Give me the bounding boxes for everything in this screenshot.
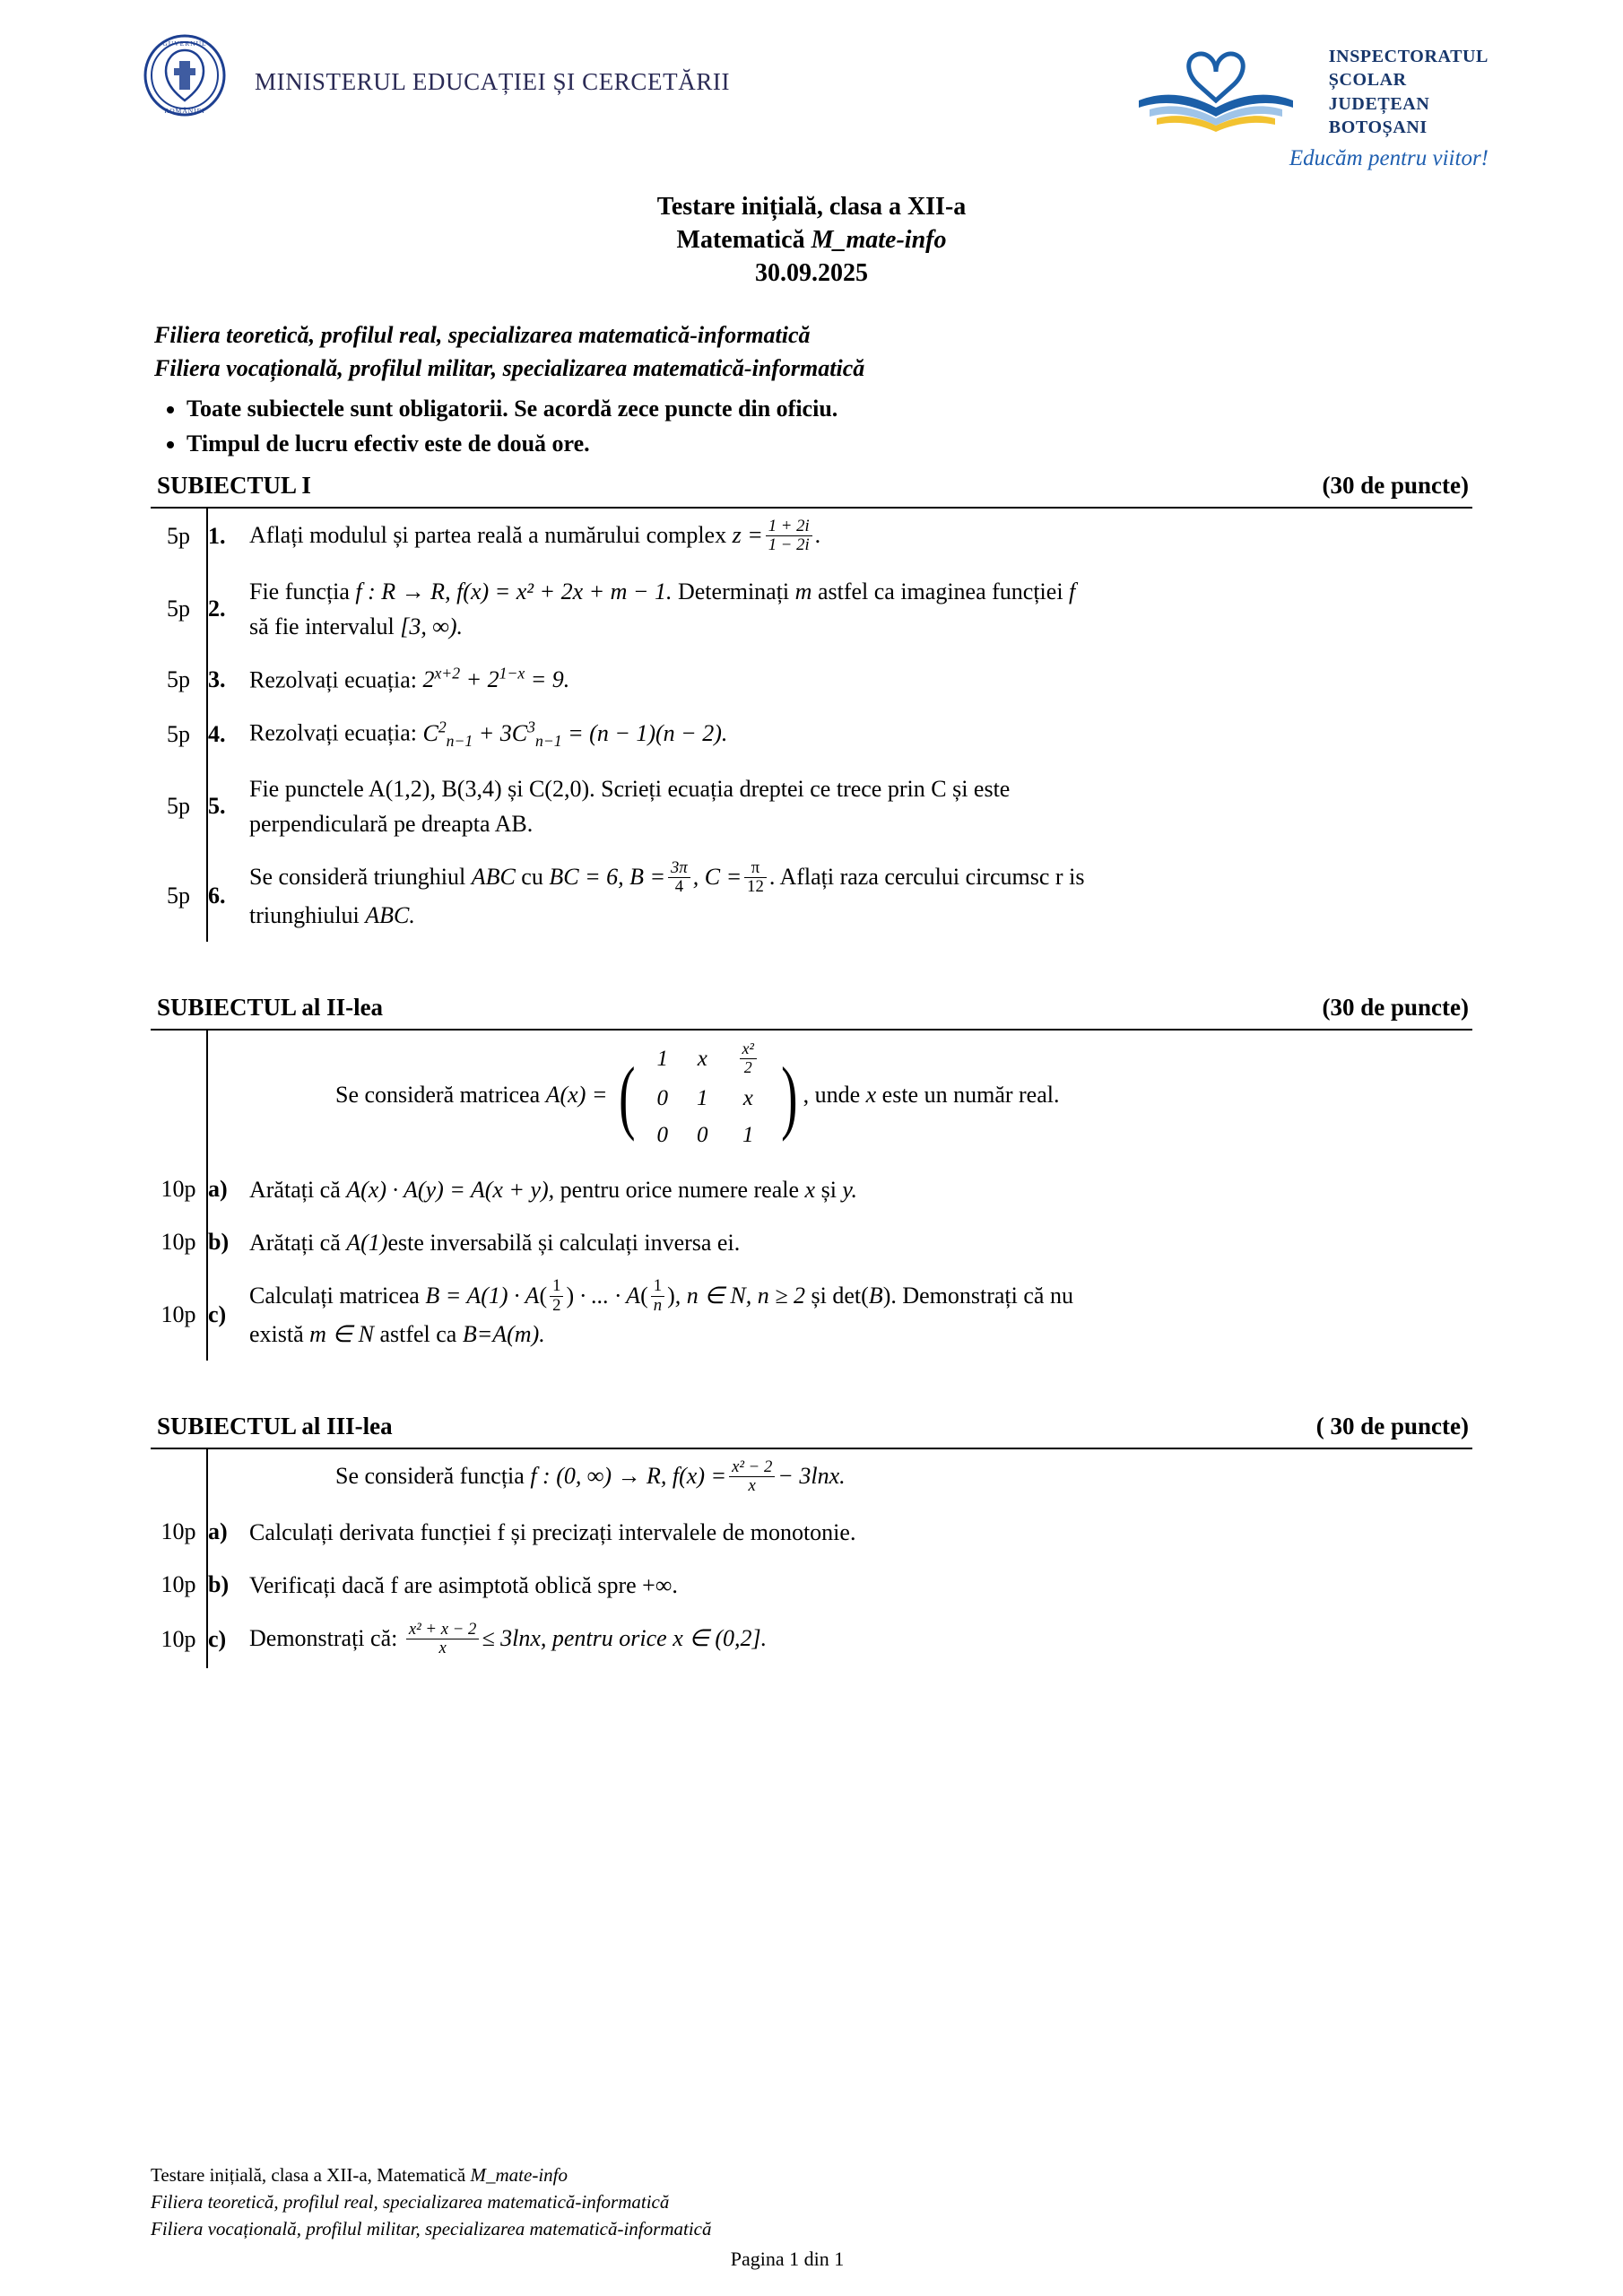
stem-lead: Se consideră matricea [335,1081,546,1108]
left-paren: ( [619,1049,636,1142]
fraction-numerator: x² − 2 [732,1457,773,1476]
item-b-tail: este inversabilă și calculați inversa ei. [387,1229,741,1256]
instruction-item: • Toate subiectele sunt obligatorii. Se acordă zece puncte din oficiu. [187,391,1623,426]
subject-1-heading [157,472,1469,500]
fraction-denominator: 4 [668,877,690,897]
problem-points: 10p [161,1176,196,1203]
problem-number-empty [207,1031,249,1163]
subject-1-table [151,509,1472,942]
item-a-lead: Arătați că [249,1176,347,1203]
footer-line-1 [151,2162,1424,2189]
item-b-lead: Arătați că [249,1229,347,1256]
isj-line-4: BOTOȘANI [1328,117,1428,138]
stem-lead: Se consideră funcția [335,1462,531,1489]
problem-number-empty [207,1449,249,1506]
problem-points: 10p [161,1229,196,1256]
item-c-l2-math2: B=A(m). [462,1320,545,1347]
isj-line-1: INSPECTORATUL [1328,47,1488,66]
fraction [668,859,690,897]
isj-block [1126,30,1488,141]
stem-tail: − 3lnx. [777,1462,846,1489]
problem-2-f: f [1069,578,1076,604]
fraction-numerator: x² + x − 2 [408,1619,477,1639]
footer-variant: M_mate-info [470,2164,568,2187]
table-row [151,1031,1472,1163]
subject-2-label: SUBIECTUL al II-lea [157,993,384,1021]
fraction-denominator: x [729,1476,775,1496]
matrix-row [643,1080,774,1118]
problem-text [249,1216,1472,1269]
problem-1-lead: Aflați modulul și partea reală a numărului complex [249,521,733,548]
problem-points: 5p [167,792,190,819]
problem-number: c) [207,1612,249,1668]
table-row [151,1269,1472,1361]
item-c-mid: și det( [805,1282,869,1309]
problem-text: Calculați derivata funcției f și precizați intervalele de monotonie. [249,1518,856,1545]
fraction [406,1621,480,1658]
problem-text [249,1612,1472,1668]
isj-motto: Educăm pentru viitor! [1289,146,1488,170]
problem-2-lead: Fie funcția [249,578,356,604]
problem-points-empty [151,1031,207,1163]
matrix-cell: 0 [656,1085,669,1110]
problem-number: b) [207,1559,249,1612]
item-a-y: y. [842,1176,858,1203]
problem-points-empty [151,1449,207,1506]
table-row [151,653,1472,707]
title-line-2 [0,224,1623,257]
problem-number: 1. [207,509,249,565]
problem-number: b) [207,1216,249,1269]
problem-number: 6. [207,850,249,942]
problem-6-data: BC = 6, B = [549,863,666,890]
subject-3-points: ( 30 de puncte) [1315,1412,1469,1439]
fraction-numerator: 1 [552,1276,561,1296]
fraction [550,1277,563,1315]
problem-points: 5p [167,523,190,550]
specialization-info [154,319,1623,386]
item-c-line-2 [249,1317,1472,1352]
problem-2-function: f : R → R, f(x) = x² + 2x + m − 1. [355,578,673,604]
table-row [151,706,1472,761]
right-paren: ) [781,1049,798,1142]
item-c-B: B [868,1282,883,1309]
stem-var: x [865,1081,877,1108]
fraction-denominator: 12 [744,877,767,897]
table-row [151,1449,1472,1506]
problem-text [249,509,1472,565]
paren-frac-1: ( $\frac{1}{2}$ ) [539,1276,575,1316]
problem-3-lead: Rezolvați ecuația: [249,666,423,693]
problem-number: 3. [207,653,249,707]
problem-2-mid2: astfel ca imaginea funcției [812,578,1070,604]
document-footer [151,2162,1424,2273]
problem-points: 10p [161,1300,196,1327]
item-a-and: și [815,1176,843,1203]
item-a-mid: pentru orice numere reale [554,1176,805,1203]
specialization-line-1: Filiera teoretică, profilul real, specializarea matematică-informatică [154,321,811,348]
matrix-cell: 1 [697,1085,708,1110]
item-a-x: x [804,1176,816,1203]
item-c-l2-mid: astfel ca [373,1320,463,1347]
problem-number: a) [207,1163,249,1216]
problem-points: 10p [161,1518,196,1545]
subject-2-stem [249,1031,1472,1163]
matrix-cell: 0 [656,1123,669,1148]
stem-mid: , unde [803,1081,866,1108]
problem-5-line-2: perpendiculară pe dreapta AB. [249,810,534,837]
table-row [151,509,1472,565]
matrix-cell [723,1039,774,1080]
problem-points: 5p [167,882,190,909]
problem-text [249,1163,1472,1216]
matrix-cell: x [697,1047,707,1072]
problem-points: 10p [161,1626,196,1653]
subject-2-table [151,1031,1472,1361]
specialization-line-2: Filiera vocațională, profilul militar, specializarea matematică-informatică [154,354,865,381]
matrix-row [643,1117,774,1154]
matrix-cell: 0 [697,1123,708,1148]
table-row [151,850,1472,942]
problem-number: 4. [207,706,249,761]
subject-3-stem [249,1449,1472,1506]
fraction [740,1040,757,1077]
title-date: 30.09.2025 [755,258,868,287]
problem-number: 2. [207,565,249,653]
fraction [729,1458,775,1496]
problem-text [249,1269,1472,1361]
fraction-numerator: 1 + 2i [768,516,810,535]
problem-text [249,850,1472,942]
matrix-body [643,1039,774,1154]
problem-number: c) [207,1269,249,1361]
problem-6-triangle2: ABC. [365,901,415,928]
title-line-1: Testare inițială, clasa a XII-a [656,193,967,221]
paren-frac-2: ( $\frac{1}{n}$ ) [640,1276,675,1316]
footer-line-2: Filiera teoretică, profilul real, specializarea matematică-informatică [151,2191,670,2213]
matrix [613,1039,803,1154]
title-variant: M_mate-info [811,225,947,254]
item-c-tail: ). Demonstrați că nu [882,1282,1073,1309]
fraction-denominator: x [406,1639,480,1658]
table-row [151,1506,1472,1559]
fraction-denominator: 2 [550,1296,563,1316]
page-number: Pagina 1 din 1 [730,2247,845,2270]
problem-number: a) [207,1506,249,1559]
subject-3-heading [157,1413,1469,1440]
ministry-name: MINISTERUL EDUCAȚIEI ȘI CERCETĂRII [255,68,731,95]
problem-text [249,653,1472,707]
subject-1-label: SUBIECTUL I [157,471,311,499]
problem-6-tail2: triunghiului [249,901,366,928]
problem-4-equation: $C^2_{n-1} + 3C^3_{n-1} = (n - 1)(n - 2)$. [422,718,728,751]
problem-4-lead: Rezolvați ecuația: [249,720,423,747]
subject-3-label: SUBIECTUL al III-lea [157,1412,393,1439]
item-c-math: B = A(1) · A [425,1282,540,1309]
problem-text [249,565,1472,653]
document-header [0,0,1623,141]
problem-1-z: z = [732,521,763,548]
fraction-numerator: 3π [671,857,688,877]
fraction-numerator: x² [742,1039,754,1057]
problem-6-triangle: ABC [471,863,516,890]
isj-book-heart-icon [1126,30,1306,141]
table-row [151,565,1472,653]
subject-2-points: (30 de puncte) [1322,993,1469,1021]
item-a-math: A(x) · A(y) = A(x + y), [346,1176,555,1203]
instructions-list [163,391,1623,461]
period: . [814,521,821,548]
table-row [151,1612,1472,1668]
item-c-l2-math: m ∈ N [309,1320,374,1347]
table-row [151,1163,1472,1216]
footer-line-3: Filiera vocațională, profilul militar, specializarea matematică-informatică [151,2217,712,2239]
item-c-math-c: , n ∈ N, n ≥ 2 [674,1282,806,1309]
problem-text [249,706,1472,761]
problem-2-param: m [794,578,812,604]
fraction-denominator: n [651,1296,664,1316]
table-row [151,1216,1472,1269]
isj-line-3: JUDEȚEAN [1328,93,1430,114]
matrix-cell: 1 [742,1123,754,1148]
fraction-denominator: 1 − 2i [766,535,812,555]
item-c-math-b: · ... · A [574,1282,641,1309]
title-subject: Matematică [676,225,812,254]
fraction [744,859,767,897]
fraction [766,517,812,555]
fraction-numerator: π [751,857,760,877]
item-c-tail: ≤ 3lnx, pentru orice x ∈ (0,2]. [482,1624,768,1651]
problem-6-line-2 [249,898,1472,933]
item-b-math: A(1) [346,1229,388,1256]
problem-2-mid: Determinați [672,578,795,604]
problem-6-lead: Se consideră triunghiul [249,863,472,890]
problem-3-equation: $2^{x+2} + 2^{1-x} = 9$. [422,664,570,693]
fraction-numerator: 1 [653,1276,663,1296]
item-c-lead: Calculați matricea [249,1282,426,1309]
footer-test-name: Testare inițială, clasa a XII-a, Matematică [151,2164,471,2187]
matrix-cell: 1 [656,1047,669,1072]
item-c-l2-lead: există [249,1320,310,1347]
problem-6-with: cu [515,863,550,890]
table-row [151,1559,1472,1612]
government-emblem-icon [143,34,226,121]
problem-5-line-1: Fie punctele A(1,2), B(3,4) și C(2,0). Scrieți ecuația dreptei ce trece prin C și este [249,775,1011,802]
isj-line-2: ȘCOLAR [1328,70,1407,91]
stem-matrix-label: A(x) = [545,1081,608,1108]
svg-text:ROMÂNIEI: ROMÂNIEI [164,107,205,115]
problem-points: 5p [167,595,190,622]
stem-tail: este un număr real. [876,1081,1060,1108]
problem-text: Verificați dacă f are asimptotă oblică spre +∞. [249,1571,678,1598]
problem-number: 5. [207,762,249,850]
problem-2-interval: [3, ∞). [400,613,464,639]
problem-points: 5p [167,720,190,747]
document-title [0,191,1623,291]
stem-function: f : (0, ∞) → R, f(x) = [530,1462,727,1489]
subject-3-table [151,1449,1472,1668]
problem-2-line-2 [249,609,1472,644]
subject-2-heading [157,994,1469,1022]
isj-name [1329,45,1488,140]
problem-6-tail: . Aflați raza cercului circumsc r is [768,863,1085,890]
matrix-cell: x [742,1085,753,1110]
problem-text [249,762,1472,850]
item-c-lead: Demonstrați că: [249,1624,404,1651]
fraction-denominator: 2 [740,1058,757,1077]
fraction [651,1277,664,1315]
problem-points: 10p [161,1571,196,1598]
problem-2-tail: să fie intervalul [249,613,401,639]
matrix-row [643,1039,774,1080]
table-row [151,762,1472,850]
subject-1-points: (30 de puncte) [1322,471,1469,499]
svg-text:GUVERNUL: GUVERNUL [162,39,207,48]
instruction-item: • Timpul de lucru efectiv este de două ore. [187,426,1623,461]
problem-points: 5p [167,665,190,692]
problem-6-data2: , C = [692,863,742,890]
